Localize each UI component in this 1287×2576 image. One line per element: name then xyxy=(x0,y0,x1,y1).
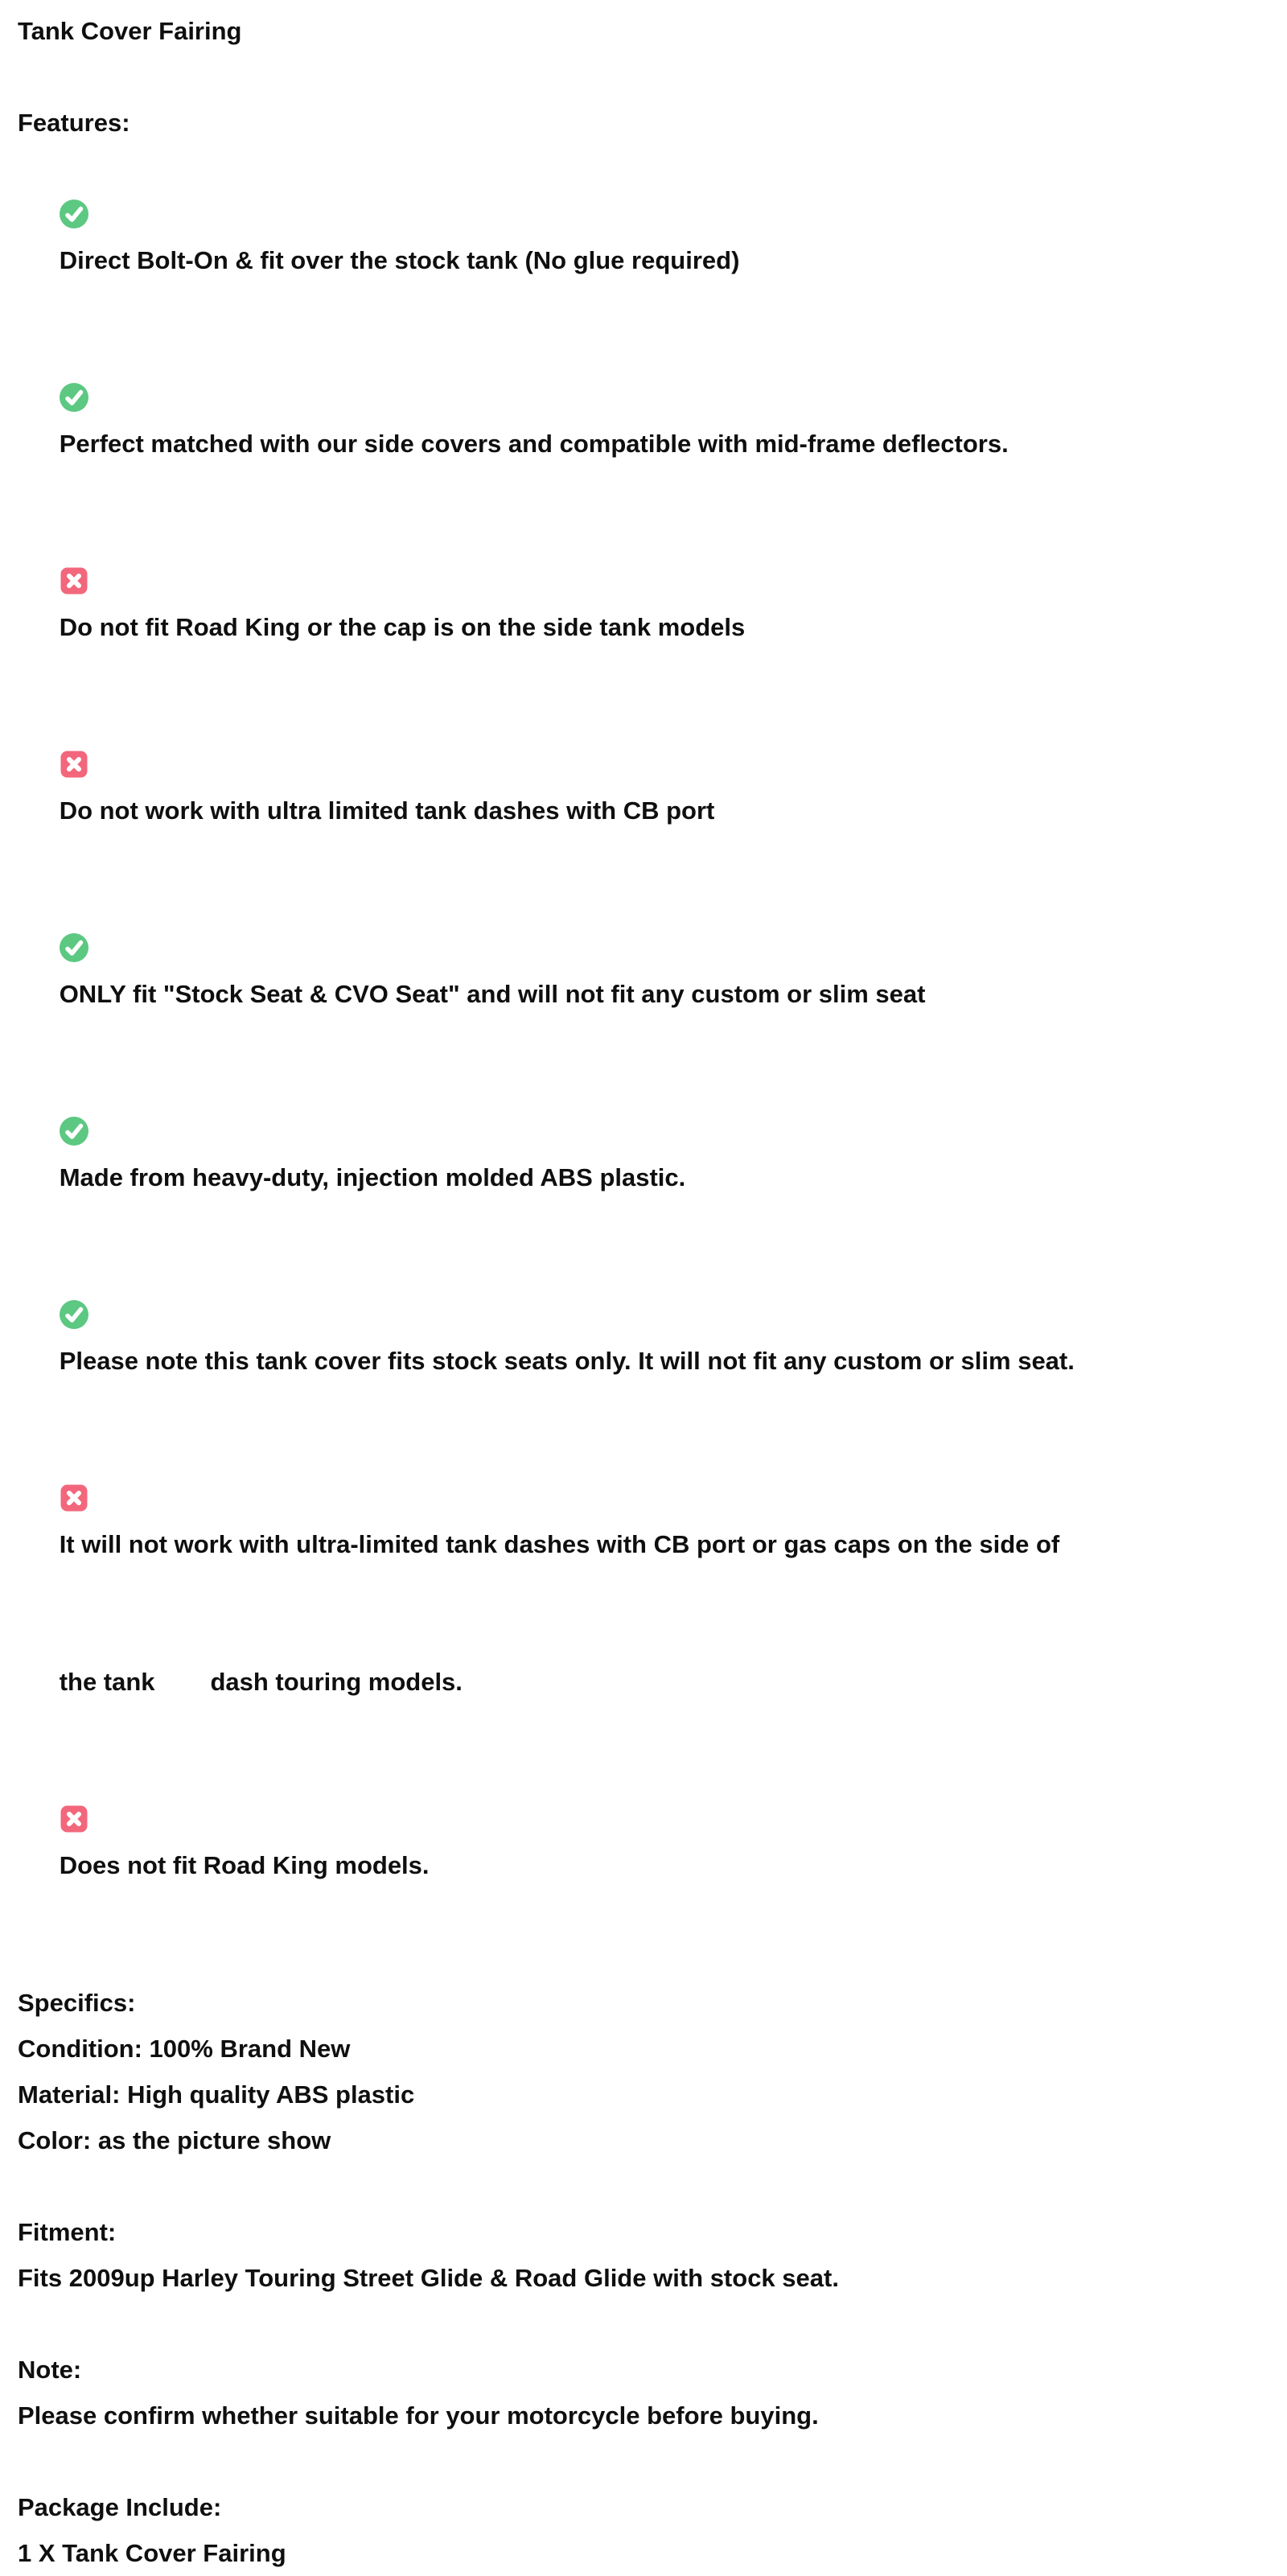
check-icon xyxy=(60,1300,88,1329)
feature-item xyxy=(18,146,1269,329)
cross-icon xyxy=(60,566,88,595)
check-icon xyxy=(60,200,88,228)
feature-item xyxy=(18,329,1269,512)
spec-color: Color: as the picture show xyxy=(18,2126,331,2154)
feature-item-continuation xyxy=(18,1613,1269,1751)
feature-item xyxy=(18,1063,1269,1246)
feature-text: It will not work with ultra-limited tank dashes with CB port or gas caps on the side of xyxy=(59,1530,1060,1558)
cross-icon xyxy=(60,1483,88,1512)
features-heading: Features: xyxy=(18,109,130,137)
feature-text: Please note this tank cover fits stock seats only. It will not fit any custom or slim seat. xyxy=(59,1347,1075,1375)
specifics-section xyxy=(18,1980,1269,2163)
feature-item xyxy=(18,879,1269,1063)
fitment-section xyxy=(18,2209,1269,2301)
package-item: 1 X Tank Cover Fairing xyxy=(18,2539,286,2567)
feature-item xyxy=(18,512,1269,696)
note-heading: Note: xyxy=(18,2356,82,2384)
feature-item xyxy=(18,696,1269,879)
feature-item xyxy=(18,1246,1269,1430)
feature-text: the tank dash touring models. xyxy=(59,1668,463,1696)
feature-text: Does not fit Road King models. xyxy=(59,1851,430,1879)
spec-condition: Condition: 100% Brand New xyxy=(18,2035,351,2063)
cross-icon xyxy=(60,750,88,779)
cross-icon xyxy=(60,1804,88,1833)
check-icon xyxy=(60,383,88,412)
check-icon xyxy=(60,1117,88,1146)
package-heading: Package Include: xyxy=(18,2493,222,2521)
feature-text: Made from heavy-duty, injection molded ABS plastic. xyxy=(59,1163,686,1191)
feature-text: Direct Bolt-On & fit over the stock tank (No glue required) xyxy=(59,246,740,274)
features-section xyxy=(18,100,1269,1934)
feature-text: Do not work with ultra limited tank dashes with CB port xyxy=(59,796,715,825)
fitment-heading: Fitment: xyxy=(18,2218,117,2246)
feature-item xyxy=(18,1751,1269,1934)
product-description-page xyxy=(18,8,1269,2576)
note-text: Please confirm whether suitable for your motorcycle before buying. xyxy=(18,2401,819,2430)
note-section xyxy=(18,2347,1269,2438)
specifics-heading: Specifics: xyxy=(18,1989,136,2017)
feature-text: ONLY fit "Stock Seat & CVO Seat" and will not fit any custom or slim seat xyxy=(59,980,926,1008)
fitment-text: Fits 2009up Harley Touring Street Glide & Road Glide with stock seat. xyxy=(18,2264,839,2292)
feature-text: Do not fit Road King or the cap is on the side tank models xyxy=(59,613,746,641)
spec-material: Material: High quality ABS plastic xyxy=(18,2080,415,2109)
page-title: Tank Cover Fairing xyxy=(18,17,242,45)
feature-text: Perfect matched with our side covers and compatible with mid-frame deflectors. xyxy=(59,430,1009,458)
feature-item xyxy=(18,1430,1269,1613)
check-icon xyxy=(60,933,88,962)
package-section xyxy=(18,2484,1269,2576)
